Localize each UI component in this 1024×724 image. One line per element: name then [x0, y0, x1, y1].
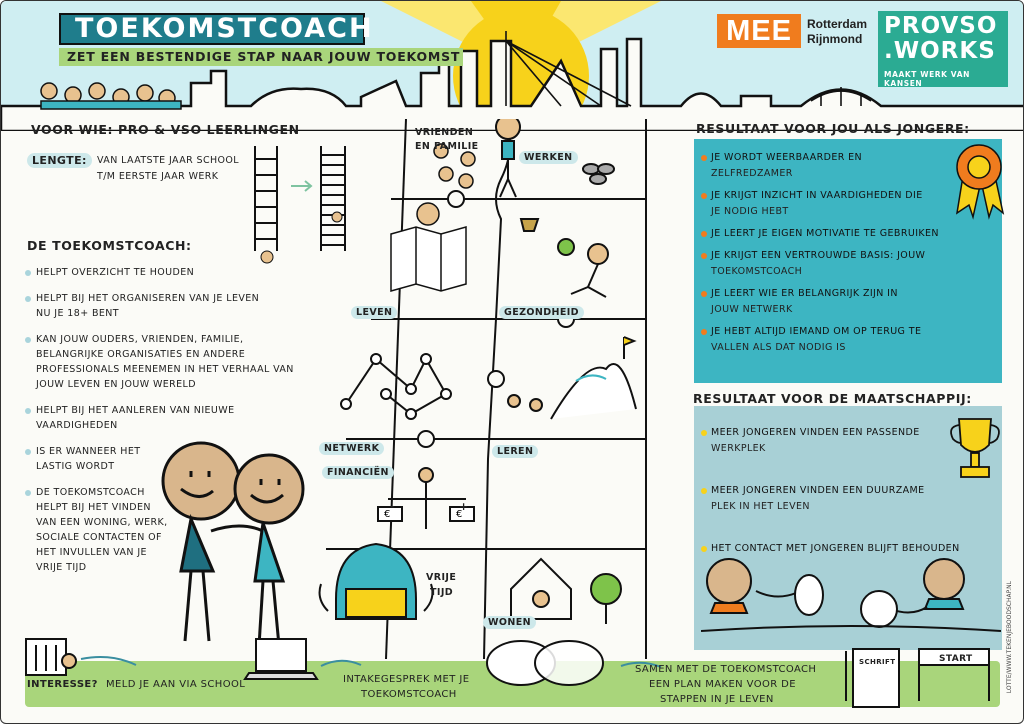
coach-bullet-3-line-3: PROFESSIONALS MEENEMEN IN HET VERHAAL VAN: [36, 364, 294, 375]
puzzle-label-gezondheid: GEZONDHEID: [499, 306, 584, 319]
lengte-label: LENGTE:: [27, 153, 92, 168]
coach-bullet-6-line-4: SOCIALE CONTACTEN OF: [36, 532, 162, 543]
coach-heading: DE TOEKOMSTCOACH:: [27, 238, 192, 253]
intake-line1: INTAKEGESPREK MET JE: [343, 674, 470, 685]
lengte-line1: VAN LAATSTE JAAR SCHOOL: [97, 155, 239, 166]
puzzle-label-financien: FINANCIËN: [322, 466, 394, 479]
maatschappij-bullet-3-line-1: HET CONTACT MET JONGEREN BLIJFT BEHOUDEN: [711, 541, 960, 557]
coach-bullet-3-line-4: JOUW LEVEN EN JOUW WERELD: [36, 379, 196, 390]
coach-bullet-5-line-2: LASTIG WORDT: [36, 461, 115, 472]
maatschappij-bullet-2-line-2: PLEK IN HET LEVEN: [711, 501, 810, 512]
coach-bullet-6-line-6: VRIJE TIJD: [36, 562, 87, 573]
jongere-bullet-6-line-1: JE HEBT ALTIJD IEMAND OM OP TERUG TE: [711, 324, 921, 340]
coach-bullet-3-line-2: BELANGRIJKE ORGANISATIES EN ANDERE: [36, 349, 246, 360]
intake-line2: TOEKOMSTCOACH: [361, 689, 457, 700]
jongere-bullet-3-line-1: JE LEERT JE EIGEN MOTIVATIE TE GEBRUIKEN: [711, 226, 939, 242]
coach-bullet-2-line-1: HELPT BIJ HET ORGANISEREN VAN JE LEVEN: [36, 293, 260, 304]
lengte-line2: T/M EERSTE JAAR WERK: [97, 171, 219, 182]
jongere-bullet-1-line-2: ZELFREDZAMER: [711, 168, 793, 179]
jongere-bullet-2-line-2: JE NODIG HEBT: [711, 206, 789, 217]
page-title: TOEKOMSTCOACH: [59, 13, 365, 45]
jongere-bullet-4-line-1: JE KRIJGT EEN VERTROUWDE BASIS: JOUW: [711, 248, 925, 264]
maatschappij-bullet-2-line-1: MEER JONGEREN VINDEN EEN DUURZAME: [711, 483, 925, 499]
jongere-bullet-1-line-1: JE WORDT WEERBAARDER EN: [711, 150, 862, 166]
puzzle-label-werken: WERKEN: [519, 151, 578, 164]
finance-euro-right: €: [456, 509, 463, 520]
finance-minus: -: [390, 500, 395, 513]
start-sign: START: [939, 654, 973, 664]
mee-city-line1: Rotterdam: [807, 17, 868, 31]
provso-logo-line2: .WORKS: [884, 38, 996, 64]
mee-logo: MEE: [717, 14, 801, 48]
coach-bullet-4-line-1: HELPT BIJ HET AANLEREN VAN NIEUWE: [36, 405, 235, 416]
trophy-icon: [945, 413, 1005, 489]
jongere-bullet-4-line-2: TOEKOMSTCOACH: [711, 266, 803, 277]
maatschappij-heading: RESULTAAT VOOR DE MAATSCHAPPIJ:: [693, 391, 972, 406]
artist-credit: LOTTE/WWW.TEKENJEBOODSCHAP.NL: [1006, 581, 1013, 694]
puzzle-label-wonen: WONEN: [483, 616, 536, 629]
plan-line2: EEN PLAN MAKEN VOOR DE: [649, 679, 796, 690]
provso-logo: [878, 11, 1008, 87]
coach-bullet-1-line-1: HELPT OVERZICHT TE HOUDEN: [36, 267, 195, 278]
provso-logo-line1: PROVSO: [884, 13, 998, 39]
jongere-bullet-5-line-1: JE LEERT WIE ER BELANGRIJK ZIJN IN: [711, 286, 898, 302]
maatschappij-bullet-1-line-1: MEER JONGEREN VINDEN EEN PASSENDE: [711, 425, 920, 441]
people-group-icon: [41, 83, 181, 109]
interesse-label: INTERESSE?: [27, 679, 98, 690]
puzzle-label-leven: LEVEN: [351, 306, 397, 319]
coach-figures-illustration: [151, 431, 331, 656]
plan-line1: SAMEN MET DE TOEKOMSTCOACH: [635, 664, 817, 675]
puzzle-label-vrienden2: EN FAMILIE: [415, 141, 479, 152]
mee-city-line2: Rijnmond: [807, 32, 863, 46]
notebook-label: SCHRIFT: [859, 658, 896, 666]
coach-bullet-3-line-1: KAN JOUW OUDERS, VRIENDEN, FAMILIE,: [36, 334, 244, 345]
jongere-bullet-5-line-2: JOUW NETWERK: [711, 304, 793, 315]
page-subtitle: ZET EEN BESTENDIGE STAP NAAR JOUW TOEKOMST: [59, 48, 463, 66]
voor-wie-heading: VOOR WIE: PRO & VSO LEERLINGEN: [31, 122, 300, 137]
provso-tagline: MAAKT WERK VAN KANSEN: [884, 70, 970, 88]
coach-bullet-6-line-5: HET INVULLEN VAN JE: [36, 547, 147, 558]
finance-plus: +: [459, 500, 469, 513]
coach-bullet-6-line-2: HELPT BIJ HET VINDEN: [36, 502, 151, 513]
finance-euro-left: €: [384, 509, 391, 520]
jongere-bullet-2-line-1: JE KRIJGT INZICHT IN VAARDIGHEDEN DIE: [711, 188, 923, 204]
process-illustrations: [21, 631, 1006, 711]
puzzle-label-leren: LEREN: [492, 445, 538, 458]
rosette-icon: [951, 141, 1007, 221]
puzzle-label-netwerk: NETWERK: [319, 442, 384, 455]
plan-line3: STAPPEN IN JE LEVEN: [660, 694, 774, 705]
coach-bullet-6-line-1: DE TOEKOMSTCOACH: [36, 487, 145, 498]
coach-bullet-2-line-2: NU JE 18+ BENT: [36, 308, 120, 319]
puzzle-label-tijd: TIJD: [430, 587, 454, 598]
puzzle-label-vrije: VRIJE: [426, 572, 457, 583]
coach-bullet-6-line-3: VAN EEN WONING, WERK,: [36, 517, 168, 528]
puzzle-label-vrienden1: VRIENDEN: [415, 127, 474, 138]
maatschappij-bullet-1-line-2: WERKPLEK: [711, 443, 766, 454]
jongere-heading: RESULTAAT VOOR JOU ALS JONGERE:: [696, 121, 970, 136]
coach-bullet-5-line-1: IS ER WANNEER HET: [36, 446, 141, 457]
meld-text: MELD JE AAN VIA SCHOOL: [106, 679, 246, 690]
coach-bullet-4-line-2: VAARDIGHEDEN: [36, 420, 118, 431]
puzzle-grid: [316, 119, 666, 659]
jongere-bullet-6-line-2: VALLEN ALS DAT NODIG IS: [711, 342, 846, 353]
